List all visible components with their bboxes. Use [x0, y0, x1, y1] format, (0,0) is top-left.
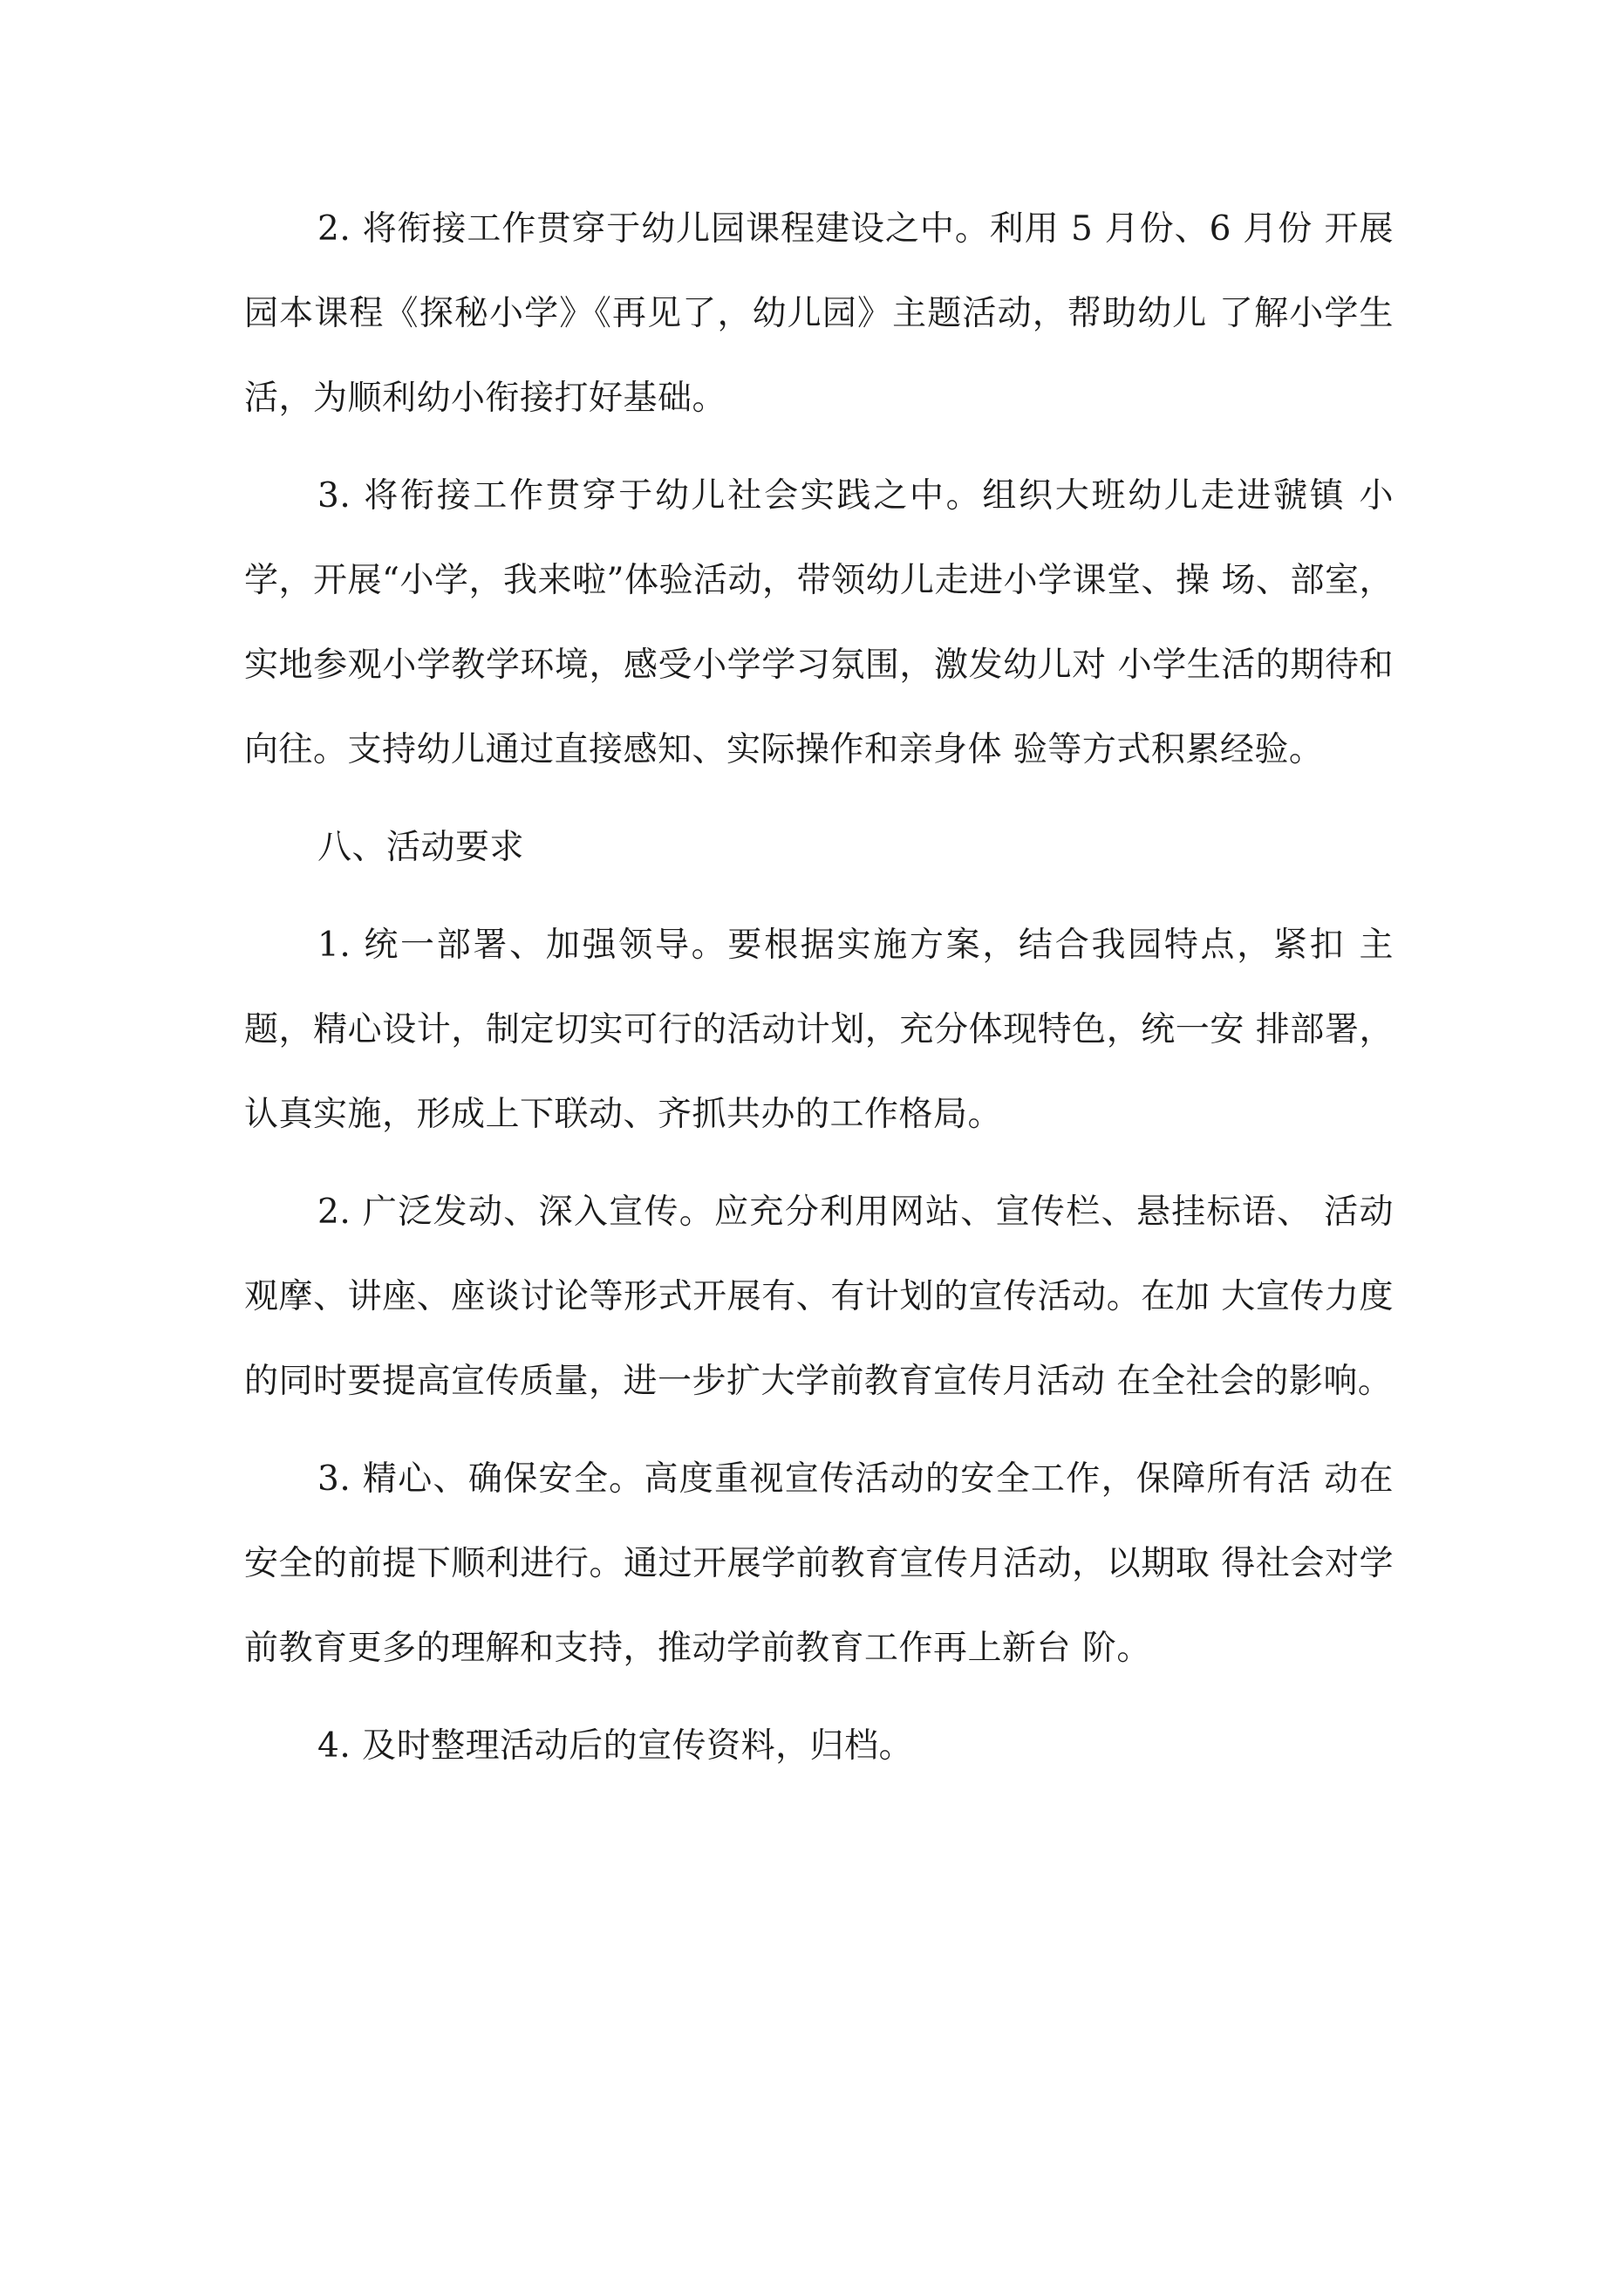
document-body [244, 187, 1394, 1801]
paragraph-safety: 3. 精心、确保安全。高度重视宣传活动的安全工作，保障所有活 动在安全的前提下顺利进行。通过开展学前教育宣传月活动，以期取 得社会对学前教育更多的理解和支持，推动学前教育工作再上新台 阶。 [244, 1459, 1394, 1668]
paragraph-archiving: 4. 及时整理活动后的宣传资料，归档。 [317, 1726, 914, 1766]
paragraph-social-practice: 3. 将衔接工作贯穿于幼儿社会实践之中。组织大班幼儿走进虢镇 小学，开展“小学，我来啦”体验活动，带领幼儿走进小学课堂、操 场、部室，实地参观小学教学环境，感受小学学习氛围，激发幼儿对 小学生活的期待和向往。支持幼儿通过直接感知、实际操作和亲身体 验等方式积累经验。 [244, 476, 1394, 769]
paragraph-curriculum-linkage: 2. 将衔接工作贯穿于幼儿园课程建设之中。利用 5 月份、6 月份 开展园本课程《探秘小学》《再见了，幼儿园》主题活动，帮助幼儿 了解小学生活，为顺利幼小衔接打好基础。 [244, 209, 1394, 418]
paragraph-publicity: 2. 广泛发动、深入宣传。应充分利用网站、宣传栏、悬挂标语、 活动观摩、讲座、座谈讨论等形式开展有、有计划的宣传活动。在加 大宣传力度的同时要提高宣传质量，进一步扩大学前教育宣传月活动 在全社会的影响。 [244, 1192, 1394, 1401]
section-heading-activity-requirements: 八、活动要求 [317, 828, 525, 867]
paragraph-unified-deployment: 1. 统一部署、加强领导。要根据实施方案，结合我园特点，紧扣 主题，精心设计，制定切实可行的活动计划，充分体现特色，统一安 排部署，认真实施，形成上下联动、齐抓共办的工作格局。 [244, 926, 1394, 1134]
